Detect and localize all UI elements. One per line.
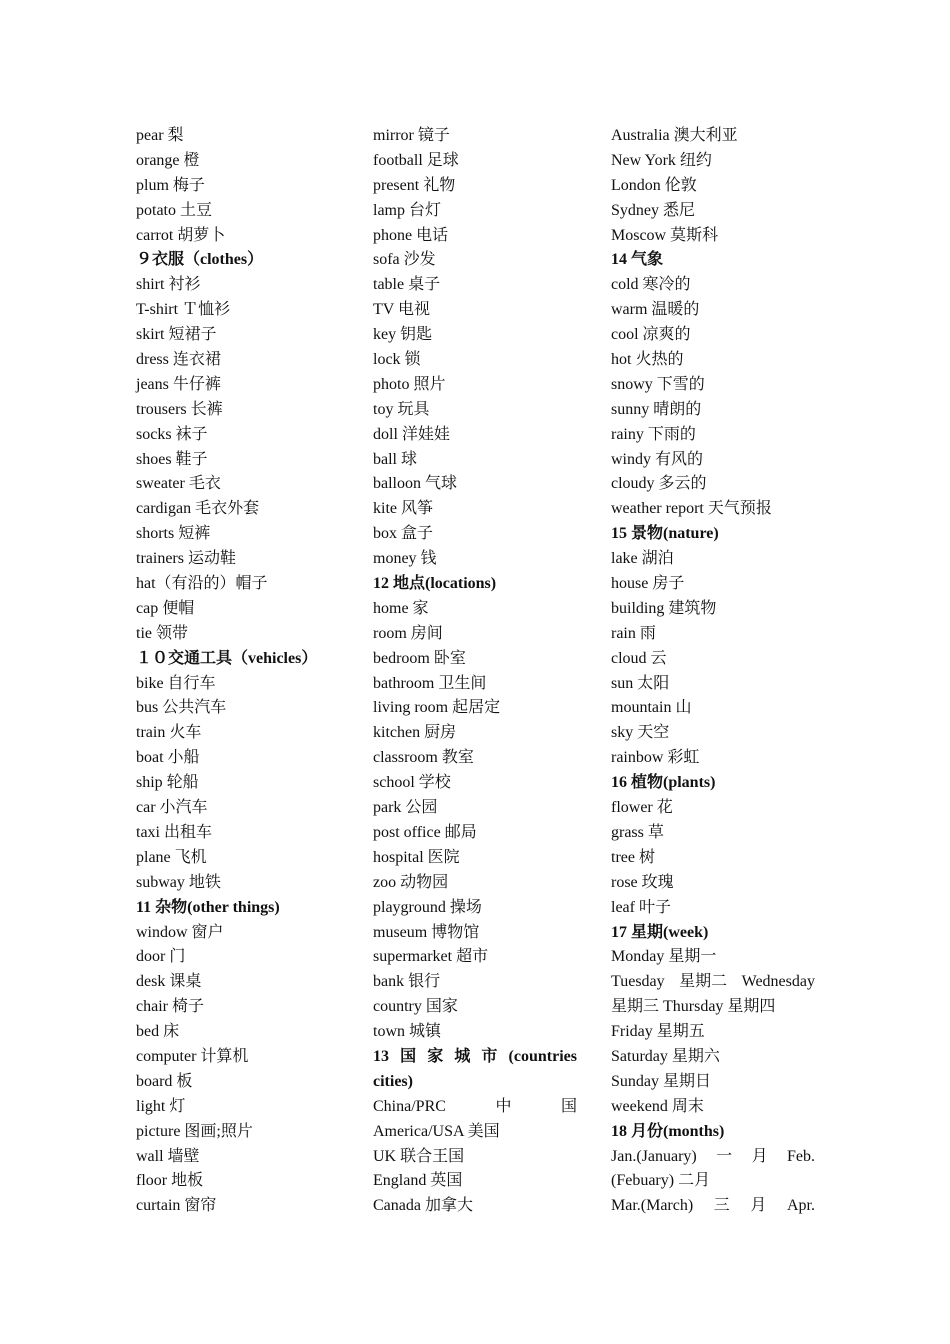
vocab-line: cloud 云 — [611, 649, 667, 667]
vocab-line: doll 洋娃娃 — [373, 425, 450, 443]
heading-part: 城 — [454, 1047, 471, 1065]
section-heading-locations: 12 地点(locations) — [373, 575, 497, 593]
vocab-line: room 房间 — [373, 624, 443, 642]
vocab-line: ball 球 — [373, 450, 417, 468]
heading-part: (countries — [508, 1047, 577, 1065]
vocab-line: shirt 衬衫 — [136, 276, 201, 294]
vocab-line: football 足球 — [373, 151, 459, 169]
vocab-line: snowy 下雪的 — [611, 375, 705, 393]
vocab-line: sunny 晴朗的 — [611, 400, 702, 418]
vocab-line: leaf 叶子 — [611, 898, 671, 916]
section-heading-countries-cont: cities) — [373, 1072, 413, 1090]
vocab-line: mirror 镜子 — [373, 127, 450, 144]
vocab-line: chair 椅子 — [136, 998, 204, 1016]
line-part: China/PRC — [373, 1097, 446, 1115]
vocab-line: tree 树 — [611, 848, 655, 866]
vocab-line: Monday 星期一 — [611, 948, 717, 966]
vocab-line: lock 锁 — [373, 351, 421, 369]
vocab-line: home 家 — [373, 599, 429, 617]
vocab-line: box 盒子 — [373, 525, 434, 543]
vocab-line: table 桌子 — [373, 276, 441, 294]
vocab-line: house 房子 — [611, 575, 685, 593]
vocab-line: door 门 — [136, 948, 186, 966]
vocab-line: taxi 出租车 — [136, 823, 212, 841]
vocab-line: kite 风筝 — [373, 500, 433, 518]
vocab-line: UK 联合王国 — [373, 1147, 465, 1165]
vocab-line: toy 玩具 — [373, 400, 430, 418]
vocab-line: car 小汽车 — [136, 799, 208, 817]
section-heading-months: 18 月份(months) — [611, 1122, 725, 1140]
vocab-line: money 钱 — [373, 550, 437, 568]
vocab-line: picture 图画;照片 — [136, 1122, 253, 1140]
vocab-line: train 火车 — [136, 724, 202, 742]
section-heading-other-things: 11 杂物(other things) — [136, 898, 280, 916]
vocab-line: weekend 周末 — [611, 1097, 704, 1115]
vocab-line: cold 寒冷的 — [611, 276, 691, 294]
line-part: Feb. — [787, 1147, 815, 1165]
vocab-line: balloon 气球 — [373, 475, 457, 493]
vocab-line: classroom 教室 — [373, 749, 474, 767]
vocab-line: carrot 胡萝卜 — [136, 226, 226, 244]
vocab-line: playground 操场 — [373, 898, 482, 916]
vocab-line: socks 袜子 — [136, 425, 208, 443]
heading-part: 家 — [427, 1047, 444, 1065]
vocab-line: wall 墙壁 — [136, 1147, 200, 1165]
line-part: Wednesday — [741, 973, 815, 991]
vocab-line: subway 地铁 — [136, 873, 221, 891]
vocab-line: TV 电视 — [373, 301, 431, 319]
vocab-line: pear 梨 — [136, 127, 184, 144]
vocab-line: light 灯 — [136, 1097, 186, 1115]
vocab-line: Canada 加拿大 — [373, 1197, 473, 1215]
vocab-line: kitchen 厨房 — [373, 724, 457, 742]
line-part: Tuesday — [611, 973, 665, 991]
vocab-line: sofa 沙发 — [373, 251, 436, 269]
vocab-line: cool 凉爽的 — [611, 326, 691, 344]
line-part: Jan.(January) — [611, 1147, 697, 1165]
vocab-line: Sydney 悉尼 — [611, 201, 696, 219]
vocab-line: lamp 台灯 — [373, 201, 441, 219]
vocab-line: rainbow 彩虹 — [611, 749, 700, 767]
vocab-line: England 英国 — [373, 1172, 463, 1190]
vocab-line: town 城镇 — [373, 1023, 442, 1041]
vocab-line: photo 照片 — [373, 375, 446, 393]
column-2 — [373, 124, 588, 1219]
vocab-line — [611, 1194, 815, 1219]
vocab-line: present 礼物 — [373, 176, 456, 194]
line-part: 中 — [495, 1097, 512, 1115]
vocab-line: curtain 窗帘 — [136, 1197, 217, 1215]
vocab-line: bank 银行 — [373, 973, 441, 991]
vocab-line: potato 土豆 — [136, 201, 212, 219]
vocab-line: hat（有沿的）帽子 — [136, 575, 268, 593]
line-part: 月 — [750, 1197, 767, 1215]
vocab-line: cardigan 毛衣外套 — [136, 500, 260, 518]
vocab-line: school 学校 — [373, 774, 451, 792]
heading-part: 国 — [400, 1047, 417, 1065]
vocab-line: board 板 — [136, 1072, 193, 1090]
vocab-line: T-shirt Ｔ恤衫 — [136, 301, 231, 319]
vocab-line: dress 连衣裙 — [136, 351, 221, 369]
vocab-line: Saturday 星期六 — [611, 1047, 720, 1065]
line-part: Mar.(March) — [611, 1197, 694, 1215]
vocab-line: living room 起居定 — [373, 699, 501, 717]
vocab-line: tie 领带 — [136, 624, 188, 642]
vocab-line: Sunday 星期日 — [611, 1072, 712, 1090]
vocab-line: park 公园 — [373, 799, 438, 817]
vocab-line: Moscow 莫斯科 — [611, 226, 719, 244]
line-part: 国 — [560, 1097, 577, 1115]
vocab-line: ship 轮船 — [136, 774, 199, 792]
vocab-line: flower 花 — [611, 799, 673, 817]
vocab-line: key 钥匙 — [373, 326, 433, 344]
vocab-line: rain 雨 — [611, 624, 656, 642]
vocab-line: rose 玫瑰 — [611, 873, 674, 891]
vocab-line: bed 床 — [136, 1023, 180, 1041]
vocab-line: lake 湖泊 — [611, 550, 674, 568]
vocab-line: shorts 短裤 — [136, 525, 211, 543]
section-heading-countries — [373, 1045, 577, 1070]
vocab-line: computer 计算机 — [136, 1047, 249, 1065]
vocab-line — [611, 970, 815, 995]
vocab-line: jeans 牛仔裤 — [136, 375, 221, 393]
vocab-line: New York 纽约 — [611, 151, 712, 169]
line-part: 月 — [751, 1147, 768, 1165]
vocab-line: cap 便帽 — [136, 599, 195, 617]
vocab-line: desk 课桌 — [136, 973, 202, 991]
vocab-line: London 伦敦 — [611, 176, 697, 194]
vocab-line: Friday 星期五 — [611, 1023, 705, 1041]
vocab-line: sweater 毛衣 — [136, 475, 221, 493]
vocab-line: phone 电话 — [373, 226, 449, 244]
vocab-line: skirt 短裙子 — [136, 326, 217, 344]
heading-part: 13 — [373, 1047, 389, 1065]
heading-part: 市 — [481, 1047, 498, 1065]
line-part: Apr. — [787, 1197, 815, 1215]
column-1 — [136, 124, 351, 1219]
vocab-line: windy 有风的 — [611, 450, 704, 468]
vocab-line: mountain 山 — [611, 699, 692, 717]
vocab-line: warm 温暖的 — [611, 301, 700, 319]
section-heading-plants: 16 植物(plants) — [611, 774, 716, 792]
vocab-line — [611, 1145, 815, 1170]
vocab-line: weather report 天气预报 — [611, 500, 772, 518]
vocab-line: 星期三 Thursday 星期四 — [611, 998, 776, 1016]
section-heading-nature: 15 景物(nature) — [611, 525, 719, 543]
vocab-line: plum 梅子 — [136, 176, 205, 194]
vocab-line: window 窗户 — [136, 923, 224, 941]
vocab-line: trainers 运动鞋 — [136, 550, 236, 568]
vocab-line: bus 公共汽车 — [136, 699, 227, 717]
vocab-line: hospital 医院 — [373, 848, 460, 866]
vocab-line: grass 草 — [611, 823, 664, 841]
line-part: 一 — [716, 1147, 733, 1165]
vocab-line: sky 天空 — [611, 724, 670, 742]
vocab-line: boat 小船 — [136, 749, 200, 767]
vocab-line: hot 火热的 — [611, 351, 684, 369]
vocab-line: museum 博物馆 — [373, 923, 480, 941]
vocab-line: supermarket 超市 — [373, 948, 489, 966]
vocab-line: bedroom 卧室 — [373, 649, 466, 667]
vocab-line: rainy 下雨的 — [611, 425, 696, 443]
vocab-line: bathroom 卫生间 — [373, 674, 487, 692]
section-heading-week: 17 星期(week) — [611, 923, 709, 941]
section-heading-weather: 14 气象 — [611, 251, 664, 269]
column-3 — [611, 124, 826, 1219]
vocab-line: sun 太阳 — [611, 674, 670, 692]
vocab-line: bike 自行车 — [136, 674, 216, 692]
vocab-line: (Febuary) 二月 — [611, 1172, 711, 1190]
vocab-line: post office 邮局 — [373, 823, 477, 841]
vocab-line: plane 飞机 — [136, 848, 207, 866]
vocab-line: floor 地板 — [136, 1172, 204, 1190]
vocab-line: country 国家 — [373, 998, 458, 1016]
vocab-line: orange 橙 — [136, 151, 200, 169]
vocab-line: cloudy 多云的 — [611, 475, 707, 493]
vocab-line — [373, 1095, 577, 1120]
vocab-line: building 建筑物 — [611, 599, 717, 617]
vocab-line: shoes 鞋子 — [136, 450, 208, 468]
section-heading-vehicles: １０交通工具（vehicles） — [136, 649, 318, 667]
vocab-line: trousers 长裤 — [136, 400, 223, 418]
line-part: 三 — [713, 1197, 730, 1215]
vocab-line: America/USA 美国 — [373, 1122, 500, 1140]
vocab-line: zoo 动物园 — [373, 873, 449, 891]
section-heading-clothes: ９衣服（clothes） — [136, 251, 264, 269]
line-part: 星期二 — [679, 973, 728, 991]
vocab-line: Australia 澳大利亚 — [611, 127, 738, 144]
